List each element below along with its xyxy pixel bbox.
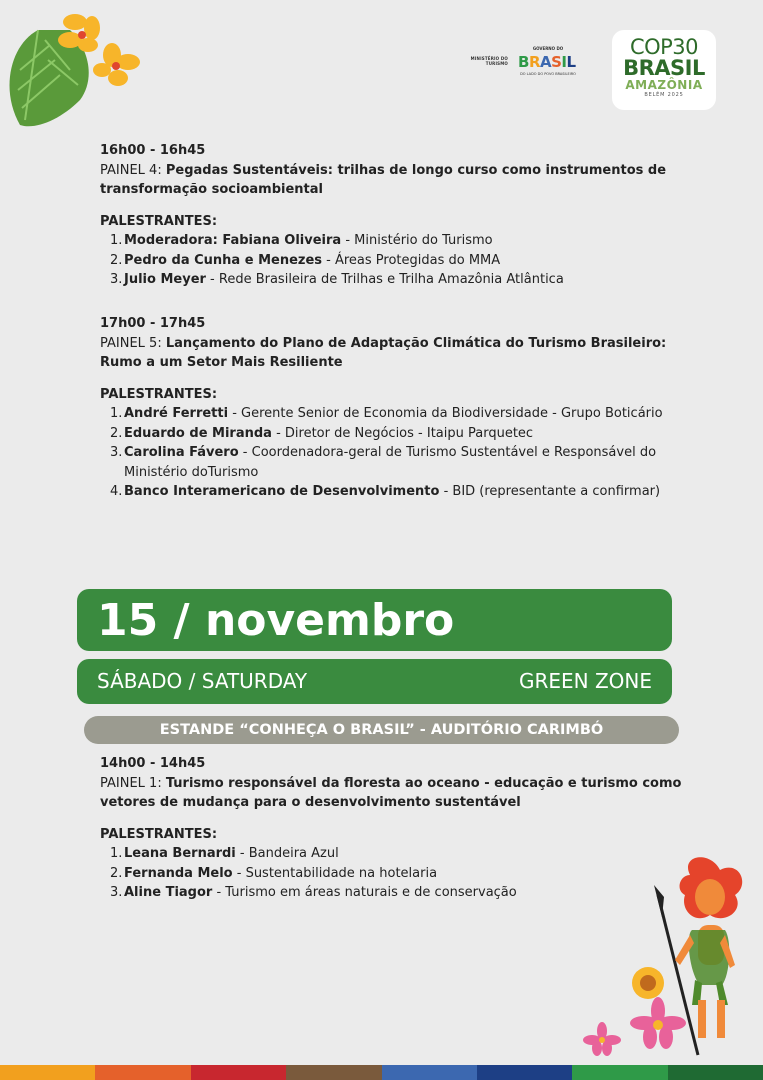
- list-number: 2.: [110, 252, 123, 268]
- speaker-role: - Diretor de Negócios - Itaipu Parquetec: [271, 425, 534, 441]
- list-item: [110, 231, 700, 251]
- stripe-segment: [477, 1065, 572, 1080]
- speaker-name: Aline Tiagor: [124, 885, 213, 900]
- panel-prefix: PAINEL 5:: [100, 335, 166, 351]
- gov-brasil-top-text: GOVERNO DO: [532, 46, 564, 51]
- list-number: 3.: [110, 272, 123, 287]
- speaker-name: Banco Interamericano de Desenvolvimento: [124, 484, 440, 499]
- mascot-illustration: [580, 855, 763, 1065]
- speaker-role: - Sustentabilidade na hotelaria: [232, 865, 438, 881]
- zone-label: GREEN ZONE: [518, 669, 652, 693]
- cop30-title: COP30: [629, 35, 699, 59]
- speaker-name: André Ferretti: [124, 406, 229, 421]
- date-banner: 15 / novembro: [77, 589, 672, 651]
- gov-brasil-logo: [516, 46, 580, 76]
- leaf-flower-decoration: [0, 0, 150, 140]
- panel-title: [100, 774, 700, 813]
- list-number: 1.: [110, 233, 123, 248]
- speaker-role: - Gerente Senior de Economia da Biodiversidade - Grupo Boticário: [228, 406, 663, 421]
- speaker-name: Eduardo de Miranda: [124, 425, 272, 441]
- panel-prefix: PAINEL 4:: [100, 162, 166, 178]
- speaker-name: Julio Meyer: [124, 272, 206, 287]
- speaker-name: Fernanda Melo: [124, 865, 233, 881]
- speakers-heading: PALESTRANTES:: [100, 826, 218, 842]
- stripe-segment: [95, 1065, 190, 1080]
- speaker-name: Carolina Fávero: [124, 445, 239, 460]
- stripe-segment: [191, 1065, 286, 1080]
- ministry-logo-text: MINISTÉRIO DO TURISMO: [470, 56, 508, 66]
- weekday-label: SÁBADO / SATURDAY: [97, 669, 308, 693]
- speakers-heading: PALESTRANTES:: [100, 213, 218, 229]
- list-number: 4.: [110, 484, 123, 499]
- list-number: 2.: [110, 425, 123, 441]
- venue-banner: ESTANDE “CONHEÇA O BRASIL” - AUDITÓRIO CARIMBÓ: [84, 716, 679, 744]
- speakers-list: [100, 231, 700, 290]
- day-zone-banner: [77, 659, 672, 704]
- cop30-region: AMAZÔNIA: [625, 78, 703, 92]
- panel-name: Pegadas Sustentáveis: trilhas de longo curso como instrumentos de transformação socioambiental: [100, 162, 667, 197]
- speaker-role: - Bandeira Azul: [235, 846, 339, 861]
- speaker-role: - Ministério do Turismo: [341, 233, 493, 248]
- speaker-name: Pedro da Cunha e Menezes: [124, 252, 323, 268]
- list-number: 1.: [110, 406, 123, 421]
- list-number: 3.: [110, 885, 123, 900]
- list-number: 1.: [110, 846, 123, 861]
- list-item: [110, 251, 700, 271]
- session-block-painel-4: [100, 141, 700, 290]
- speaker-role: - BID (representante a confirmar): [439, 484, 661, 499]
- stripe-segment: [286, 1065, 381, 1080]
- panel-name: Lançamento do Plano de Adaptação Climática do Turismo Brasileiro: Rumo a um Setor Mais Resiliente: [100, 335, 667, 370]
- session-time: 16h00 - 16h45: [100, 143, 206, 158]
- list-item: [110, 404, 700, 424]
- stripe-segment: [0, 1065, 95, 1080]
- speaker-role: - Turismo em áreas naturais e de conservação: [212, 885, 517, 900]
- panel-prefix: PAINEL 1:: [100, 775, 166, 791]
- cop30-logo: [612, 30, 716, 110]
- list-item: [110, 482, 700, 502]
- list-number: 3.: [110, 445, 123, 460]
- list-item: [110, 424, 700, 444]
- speakers-heading: PALESTRANTES:: [100, 386, 218, 402]
- list-number: 2.: [110, 865, 123, 881]
- panel-title: [100, 161, 700, 200]
- speakers-list: [100, 404, 700, 502]
- cop30-country: BRASIL: [623, 56, 705, 80]
- session-time: 17h00 - 17h45: [100, 316, 206, 331]
- panel-title: [100, 334, 700, 373]
- speaker-role: - Áreas Protegidas do MMA: [322, 252, 501, 268]
- stripe-segment: [668, 1065, 763, 1080]
- government-logos: [462, 46, 582, 80]
- color-stripe: [0, 1065, 763, 1080]
- speaker-name: Moderadora: Fabiana Oliveira: [124, 233, 342, 248]
- speaker-role: - Rede Brasileira de Trilhas e Trilha Amazônia Atlântica: [205, 272, 564, 287]
- gov-brasil-sub-text: DO LADO DO POVO BRASILEIRO: [520, 72, 576, 76]
- list-item: [110, 270, 700, 290]
- stripe-segment: [572, 1065, 667, 1080]
- panel-name: Turismo responsável da floresta ao oceano - educação e turismo como vetores de mudança para o desenvolvimento sustentável: [100, 775, 682, 810]
- session-block-painel-5: [100, 314, 700, 502]
- stripe-segment: [382, 1065, 477, 1080]
- list-item: [110, 443, 700, 482]
- session-time: 14h00 - 14h45: [100, 756, 206, 771]
- speaker-name: Leana Bernardi: [124, 846, 236, 861]
- gov-brasil-word: BRASIL: [518, 53, 576, 71]
- speaker-role: - Coordenadora-geral de Turismo Sustentável e Responsável do Ministério doTurismo: [124, 445, 657, 480]
- cop30-city: BELÉM 2025: [644, 92, 684, 98]
